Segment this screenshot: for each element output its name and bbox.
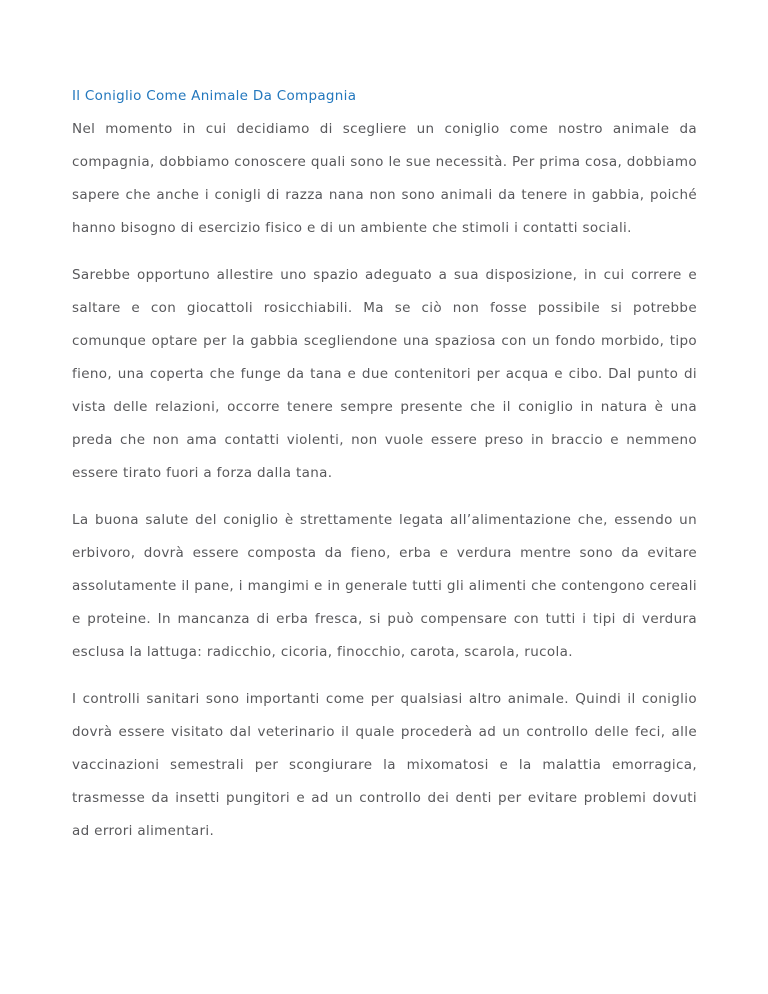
paragraph-diet: La buona salute del coniglio è strettamente legata all’alimentazione che, essendo un erbivoro, dovrà essere composta da fieno, erba e verdura mentre sono da evitare assolutamente il pane, i mangimi e in generale tutti gli alimenti che contengono cereali e proteine. In mancanza di erba fresca, si può compensare con tutti i tipi di verdura esclusa la lattuga: radicchio, cicoria, finocchio, carota, scarola, rucola. [72, 512, 697, 660]
paragraph-health-checks: I controlli sanitari sono importanti come per qualsiasi altro animale. Quindi il coniglio dovrà essere visitato dal veterinario il quale procederà ad un controllo delle feci, alle vaccinazioni semestrali per scongiurare la mixomatosi e la malattia emorragica, trasmesse da insetti pungitori e ad un controllo dei denti per evitare problemi dovuti ad errori alimentari. [72, 691, 697, 839]
paragraph-intro: Nel momento in cui decidiamo di scegliere un coniglio come nostro animale da compagnia, dobbiamo conoscere quali sono le sue necessità. Per prima cosa, dobbiamo sapere che anche i conigli di razza nana non sono animali da tenere in gabbia, poiché hanno bisogno di esercizio fisico e di un ambiente che stimoli i contatti sociali. [72, 121, 697, 236]
paragraph-space-and-cage: Sarebbe opportuno allestire uno spazio adeguato a sua disposizione, in cui correre e saltare e con giocattoli rosicchiabili. Ma se ciò non fosse possibile si potrebbe comunque optare per la gabbia scegliendone una spaziosa con un fondo morbido, tipo fieno, una coperta che funge da tana e due contenitori per acqua e cibo. Dal punto di vista delle relazioni, occorre tenere sempre presente che il coniglio in natura è una preda che non ama contatti violenti, non vuole essere preso in braccio e nemmeno essere tirato fuori a forza dalla tana. [72, 267, 697, 481]
document-title: Il Coniglio Come Animale Da Compagnia [72, 88, 357, 104]
